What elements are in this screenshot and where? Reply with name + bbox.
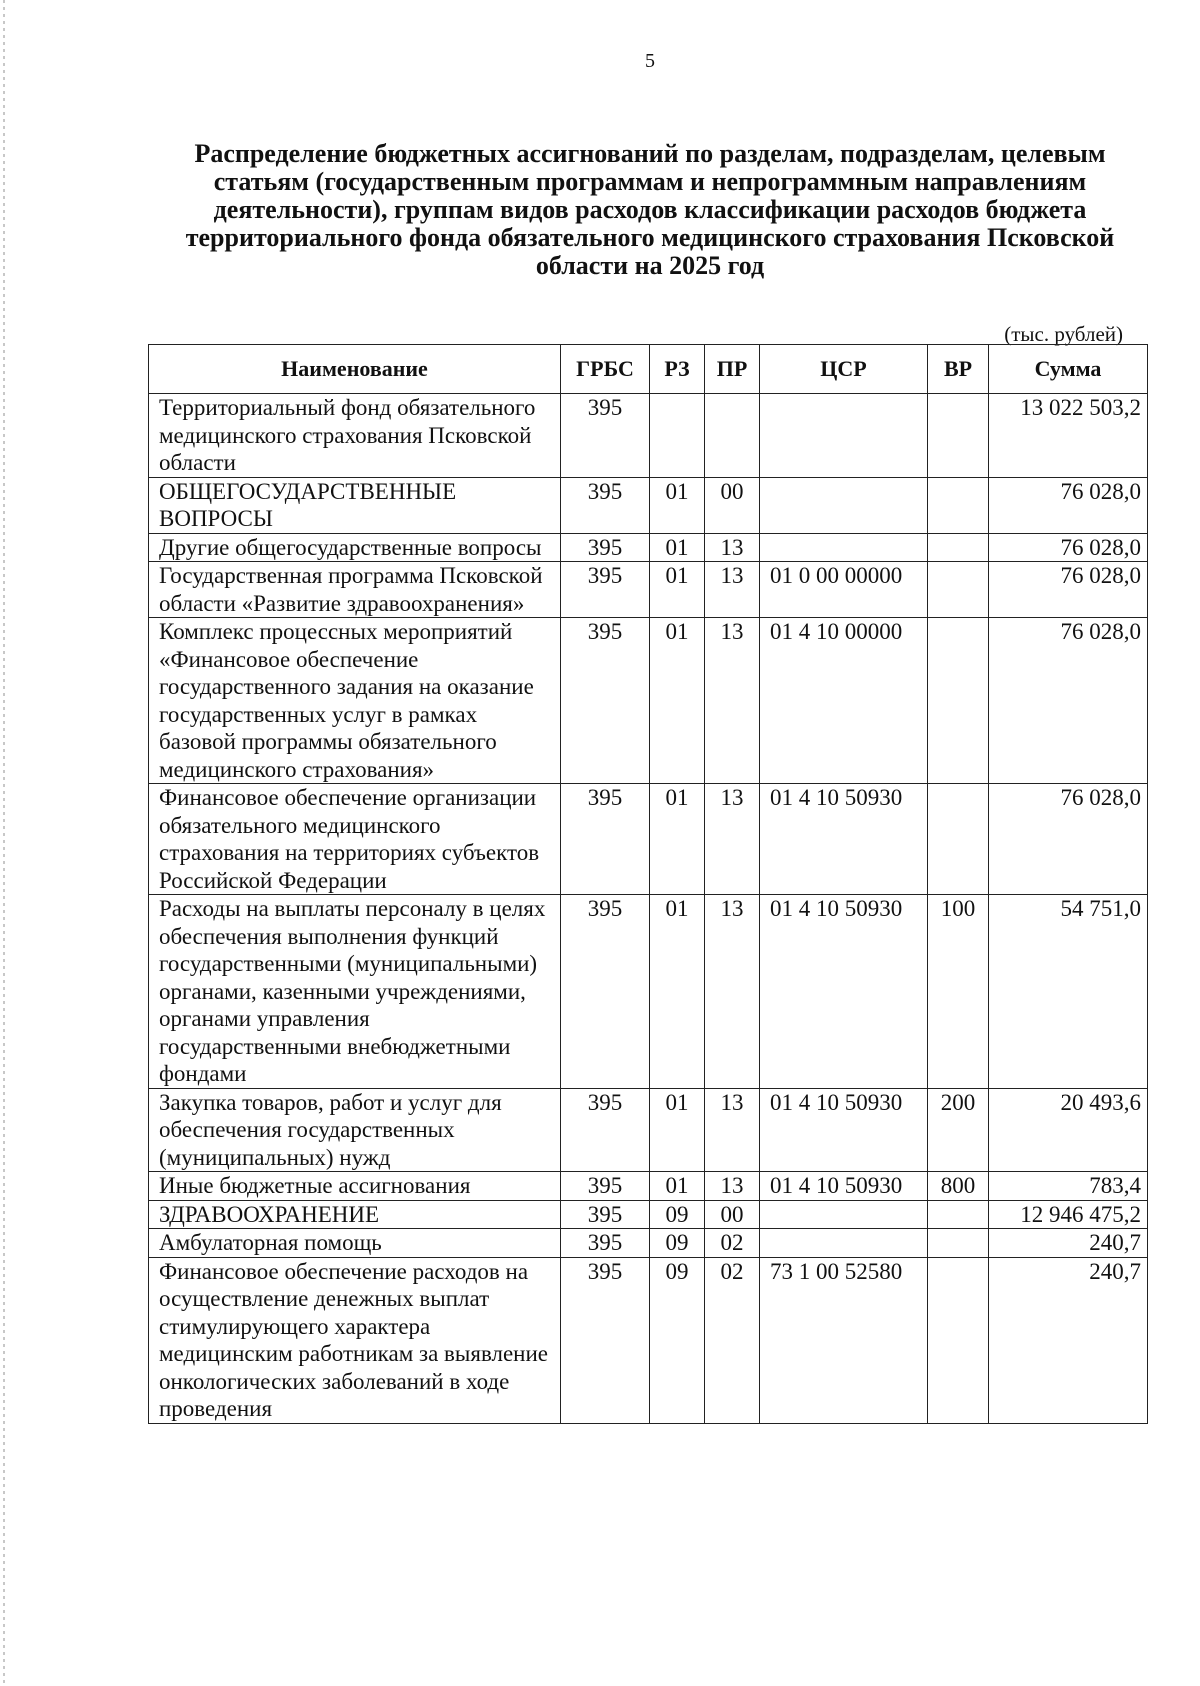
cell-grbs: 395 <box>561 618 650 784</box>
table-row <box>149 477 1148 533</box>
cell-vr <box>928 533 989 562</box>
table-row <box>149 618 1148 784</box>
cell-vr <box>928 394 989 478</box>
header-vr: ВР <box>928 345 989 394</box>
cell-grbs: 395 <box>561 394 650 478</box>
cell-sum: 783,4 <box>989 1172 1148 1201</box>
cell-pr: 13 <box>705 895 760 1089</box>
cell-vr <box>928 562 989 618</box>
cell-rz: 01 <box>650 784 705 895</box>
cell-pr: 02 <box>705 1229 760 1258</box>
header-pr: ПР <box>705 345 760 394</box>
cell-name: Государственная программа Псковской области «Развитие здравоохранения» <box>149 562 561 618</box>
cell-pr: 13 <box>705 562 760 618</box>
header-name: Наименование <box>149 345 561 394</box>
header-csr: ЦСР <box>760 345 928 394</box>
cell-rz: 09 <box>650 1229 705 1258</box>
cell-pr: 13 <box>705 1088 760 1172</box>
cell-name: Закупка товаров, работ и услуг для обеспечения государственных (муниципальных) нужд <box>149 1088 561 1172</box>
cell-name: ЗДРАВООХРАНЕНИЕ <box>149 1200 561 1229</box>
cell-pr: 13 <box>705 784 760 895</box>
cell-sum: 76 028,0 <box>989 784 1148 895</box>
cell-pr: 13 <box>705 533 760 562</box>
table-row <box>149 562 1148 618</box>
cell-csr <box>760 1229 928 1258</box>
cell-sum: 76 028,0 <box>989 477 1148 533</box>
cell-name: Амбулаторная помощь <box>149 1229 561 1258</box>
cell-rz: 01 <box>650 533 705 562</box>
cell-name: Финансовое обеспечение организации обязательного медицинского страхования на территориях субъектов Российской Федерации <box>149 784 561 895</box>
cell-rz: 01 <box>650 618 705 784</box>
cell-vr <box>928 1200 989 1229</box>
cell-csr <box>760 533 928 562</box>
cell-rz <box>650 394 705 478</box>
cell-rz: 01 <box>650 562 705 618</box>
cell-grbs: 395 <box>561 533 650 562</box>
cell-pr: 13 <box>705 1172 760 1201</box>
cell-sum: 54 751,0 <box>989 895 1148 1089</box>
cell-rz: 01 <box>650 1088 705 1172</box>
document-title: Распределение бюджетных ассигнований по разделам, подразделам, целевым статьям (государственным программам и непрограммным направлениям деятельности), группам видов расходов классификации расходов бюджета территориального фонда обязательного медицинского страхования Псковской области на 2025 год <box>185 139 1115 280</box>
cell-csr: 01 0 00 00000 <box>760 562 928 618</box>
page-number: 5 <box>645 50 655 72</box>
cell-rz: 01 <box>650 895 705 1089</box>
cell-pr: 00 <box>705 477 760 533</box>
header-grbs: ГРБС <box>561 345 650 394</box>
cell-name: Территориальный фонд обязательного медицинского страхования Псковской области <box>149 394 561 478</box>
cell-name: Другие общегосударственные вопросы <box>149 533 561 562</box>
cell-vr <box>928 618 989 784</box>
cell-csr: 01 4 10 50930 <box>760 1172 928 1201</box>
scan-edge <box>3 0 5 1686</box>
table-row <box>149 1088 1148 1172</box>
cell-grbs: 395 <box>561 784 650 895</box>
cell-pr <box>705 394 760 478</box>
cell-rz: 01 <box>650 477 705 533</box>
cell-vr <box>928 1257 989 1423</box>
table-row <box>149 1172 1148 1201</box>
header-rz: РЗ <box>650 345 705 394</box>
cell-pr: 02 <box>705 1257 760 1423</box>
cell-csr: 01 4 10 00000 <box>760 618 928 784</box>
cell-grbs: 395 <box>561 1088 650 1172</box>
table-row <box>149 394 1148 478</box>
cell-csr: 01 4 10 50930 <box>760 784 928 895</box>
cell-vr <box>928 1229 989 1258</box>
cell-grbs: 395 <box>561 1200 650 1229</box>
units-label: (тыс. рублей) <box>1004 322 1123 346</box>
cell-vr: 200 <box>928 1088 989 1172</box>
cell-name: ОБЩЕГОСУДАРСТВЕННЫЕ ВОПРОСЫ <box>149 477 561 533</box>
cell-rz: 09 <box>650 1257 705 1423</box>
cell-vr <box>928 477 989 533</box>
budget-table <box>148 344 1148 1424</box>
cell-rz: 09 <box>650 1200 705 1229</box>
cell-name: Финансовое обеспечение расходов на осуществление денежных выплат стимулирующего характера медицинским работникам за выявление онкологических заболеваний в ходе проведения <box>149 1257 561 1423</box>
cell-name: Расходы на выплаты персоналу в целях обеспечения выполнения функций государственными (муниципальными) органами, казенными учреждениями, органами управления государственными внебюджетными фондами <box>149 895 561 1089</box>
cell-csr <box>760 1200 928 1229</box>
cell-csr <box>760 394 928 478</box>
table-row <box>149 895 1148 1089</box>
cell-sum: 13 022 503,2 <box>989 394 1148 478</box>
cell-sum: 76 028,0 <box>989 533 1148 562</box>
cell-sum: 240,7 <box>989 1229 1148 1258</box>
cell-sum: 12 946 475,2 <box>989 1200 1148 1229</box>
cell-vr: 800 <box>928 1172 989 1201</box>
cell-csr: 01 4 10 50930 <box>760 1088 928 1172</box>
table-header-row <box>149 345 1148 394</box>
cell-sum: 240,7 <box>989 1257 1148 1423</box>
table-row <box>149 1257 1148 1423</box>
cell-name: Комплекс процессных мероприятий «Финансовое обеспечение государственного задания на оказание государственных услуг в рамках базовой программы обязательного медицинского страхования» <box>149 618 561 784</box>
cell-grbs: 395 <box>561 562 650 618</box>
cell-grbs: 395 <box>561 1229 650 1258</box>
table-row <box>149 1229 1148 1258</box>
cell-csr <box>760 477 928 533</box>
cell-grbs: 395 <box>561 1172 650 1201</box>
cell-rz: 01 <box>650 1172 705 1201</box>
cell-sum: 76 028,0 <box>989 618 1148 784</box>
cell-vr <box>928 784 989 895</box>
cell-sum: 76 028,0 <box>989 562 1148 618</box>
cell-csr: 73 1 00 52580 <box>760 1257 928 1423</box>
table-row <box>149 533 1148 562</box>
cell-pr: 13 <box>705 618 760 784</box>
cell-grbs: 395 <box>561 895 650 1089</box>
cell-pr: 00 <box>705 1200 760 1229</box>
cell-csr: 01 4 10 50930 <box>760 895 928 1089</box>
cell-name: Иные бюджетные ассигнования <box>149 1172 561 1201</box>
cell-grbs: 395 <box>561 477 650 533</box>
header-sum: Сумма <box>989 345 1148 394</box>
cell-grbs: 395 <box>561 1257 650 1423</box>
cell-sum: 20 493,6 <box>989 1088 1148 1172</box>
cell-vr: 100 <box>928 895 989 1089</box>
table-row <box>149 784 1148 895</box>
table-row <box>149 1200 1148 1229</box>
